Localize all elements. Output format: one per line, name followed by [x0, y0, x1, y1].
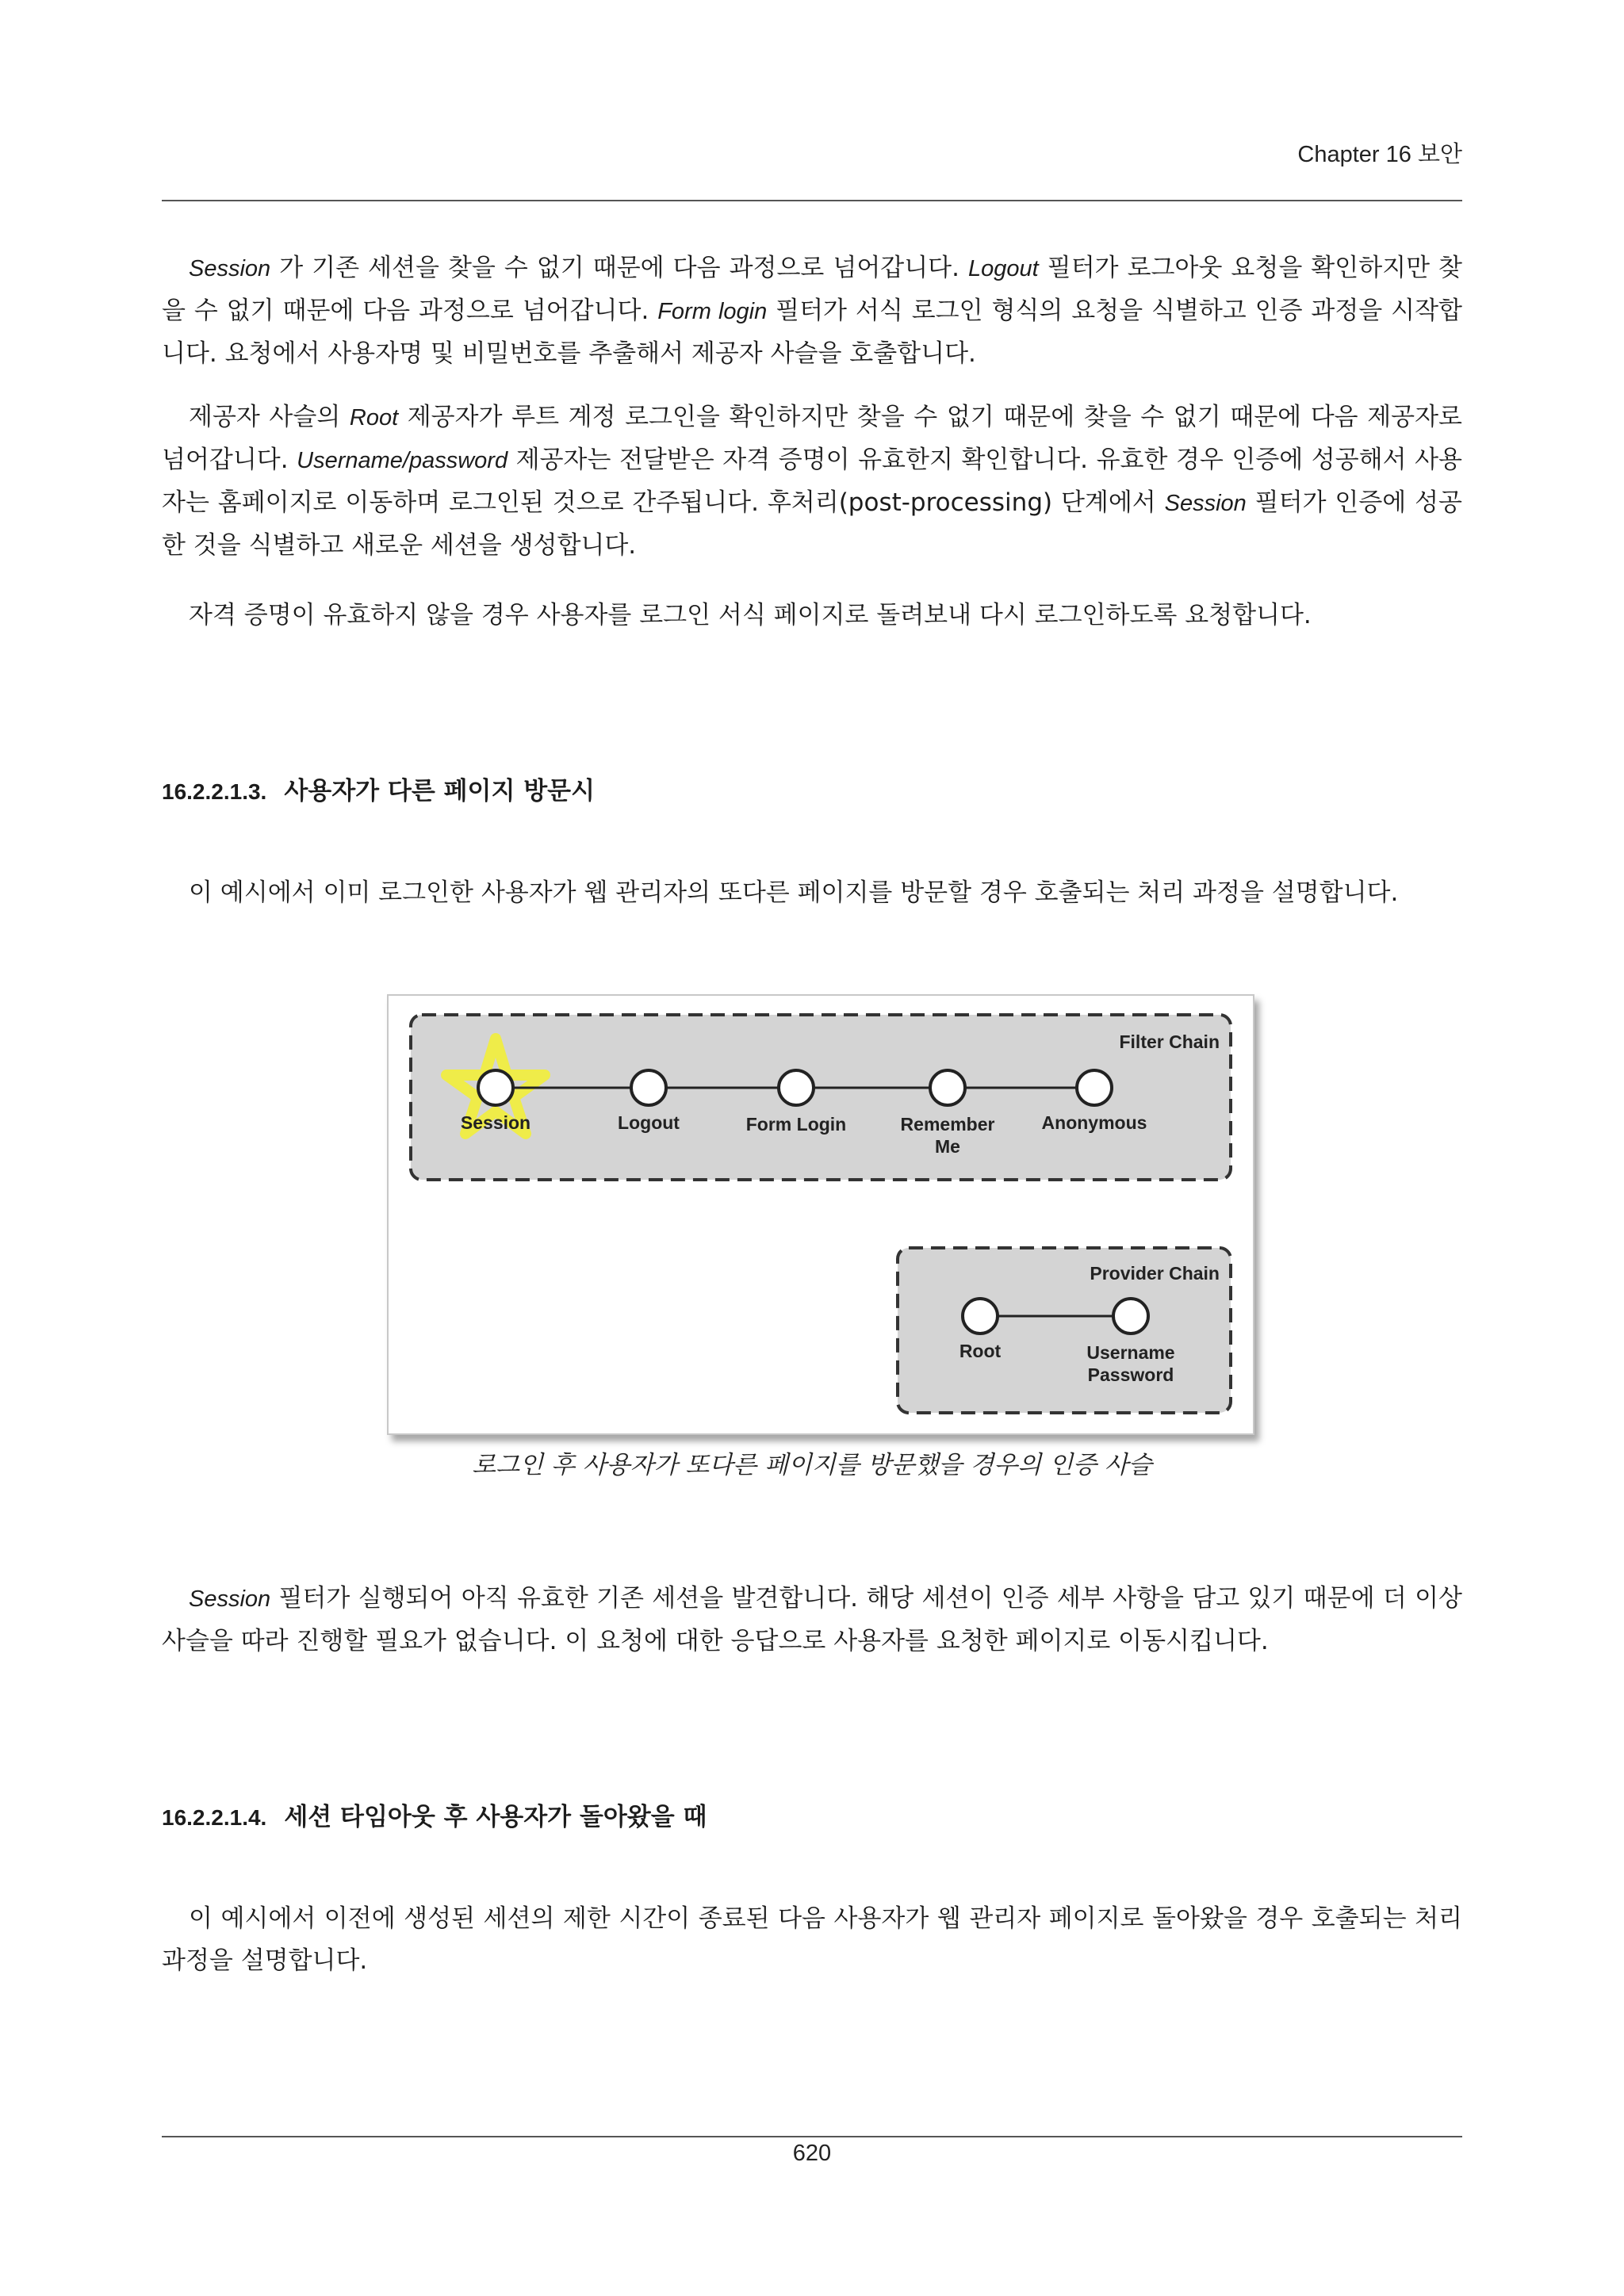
page-header [162, 133, 1462, 201]
paragraph-6: 이 예시에서 이전에 생성된 세션의 제한 시간이 종료된 다음 사용자가 웹 관리자 페이지로 돌아왔을 경우 호출되는 처리 과정을 설명합니다. [162, 1904, 1462, 1975]
provider-label-username: Username [1086, 1342, 1175, 1363]
chapter-title: 보안 [1417, 142, 1462, 167]
page-number: 620 [792, 2141, 832, 2166]
authentication-chain-figure [387, 994, 1254, 1435]
filter-label-form-login: Form Login [745, 1114, 847, 1135]
paragraph-3: 자격 증명이 유효하지 않을 경우 사용자를 로그인 서식 페이지로 돌려보내 다시 로그인하도록 요청합니다. [189, 601, 1312, 629]
filter-label-logout: Logout [618, 1112, 680, 1133]
filter-label-session: Session [460, 1112, 531, 1133]
filter-node-remember-me [930, 1070, 965, 1105]
paragraph-2: 제공자 사슬의 Root 제공자가 루트 계정 로그인을 확인하지만 찾을 수 없기 때문에 찾을 수 없기 때문에 다음 제공자로 넘어갑니다. Username/password 제공자는 전달받은 자격 증명이 유효한지 확인합니다. 유효한 경우 인증에 성공해서 사용자는 홈페이지로 이동하며 로그인된 것으로 간주됩니다. 후처리(post-processing) 단계에서 Session 필터가 인증에 성공한 것을 식별하고 새로운 세션을 생성합니다. [162, 403, 1462, 560]
provider-node-root [963, 1299, 998, 1334]
filter-node-form-login [779, 1070, 814, 1105]
section-heading-2 [162, 1797, 707, 1832]
filter-chain-title: Filter Chain [1119, 1031, 1220, 1052]
section-number: 16.2.2.1.3. [162, 779, 267, 804]
filter-label-me: Me [935, 1136, 960, 1157]
figure-caption: 로그인 후 사용자가 또다른 페이지를 방문했을 경우의 인증 사슬 [472, 1451, 1152, 1479]
footer-divider [162, 2136, 1462, 2137]
section-title: 세션 타임아웃 후 사용자가 돌아왔을 때 [284, 1803, 707, 1831]
paragraph-1: Session 가 기존 세션을 찾을 수 없기 때문에 다음 과정으로 넘어갑니다. Logout 필터가 로그아웃 요청을 확인하지만 찾을 수 없기 때문에 다음 과정으로 넘어갑니다. Form login 필터가 서식 로그인 형식의 요청을 식별하고 인증 과정을 시작합니다. 요청에서 사용자명 및 비밀번호를 추출해서 제공자 사슬을 호출합니다. [162, 254, 1463, 368]
filter-label-anonymous: Anonymous [1041, 1112, 1147, 1133]
section-number: 16.2.2.1.4. [162, 1805, 267, 1830]
chapter-heading: Chapter 16 보안 [1297, 142, 1462, 167]
provider-label-password: Password [1087, 1364, 1174, 1385]
filter-node-session [478, 1070, 513, 1105]
paragraph-5: Session 필터가 실행되어 아직 유효한 기존 세션을 발견합니다. 해당 세션이 인증 세부 사항을 담고 있기 때문에 더 이상 사슬을 따라 진행할 필요가 없습니다. 이 요청에 대한 응답으로 사용자를 요청한 페이지로 이동시킵니다. [162, 1584, 1462, 1655]
paragraph-4: 이 예시에서 이미 로그인한 사용자가 웹 관리자의 또다른 페이지를 방문할 경우 호출되는 처리 과정을 설명합니다. [189, 878, 1399, 907]
provider-node-username-password [1113, 1299, 1148, 1334]
section-heading-1 [162, 771, 595, 806]
chain-diagram [389, 996, 1253, 1433]
section-title: 사용자가 다른 페이지 방문시 [284, 777, 596, 806]
provider-chain-title: Provider Chain [1090, 1263, 1220, 1284]
filter-node-anonymous [1077, 1070, 1112, 1105]
filter-node-logout [631, 1070, 666, 1105]
filter-label-remember: Remember [900, 1114, 995, 1135]
provider-label-root: Root [959, 1341, 1002, 1361]
